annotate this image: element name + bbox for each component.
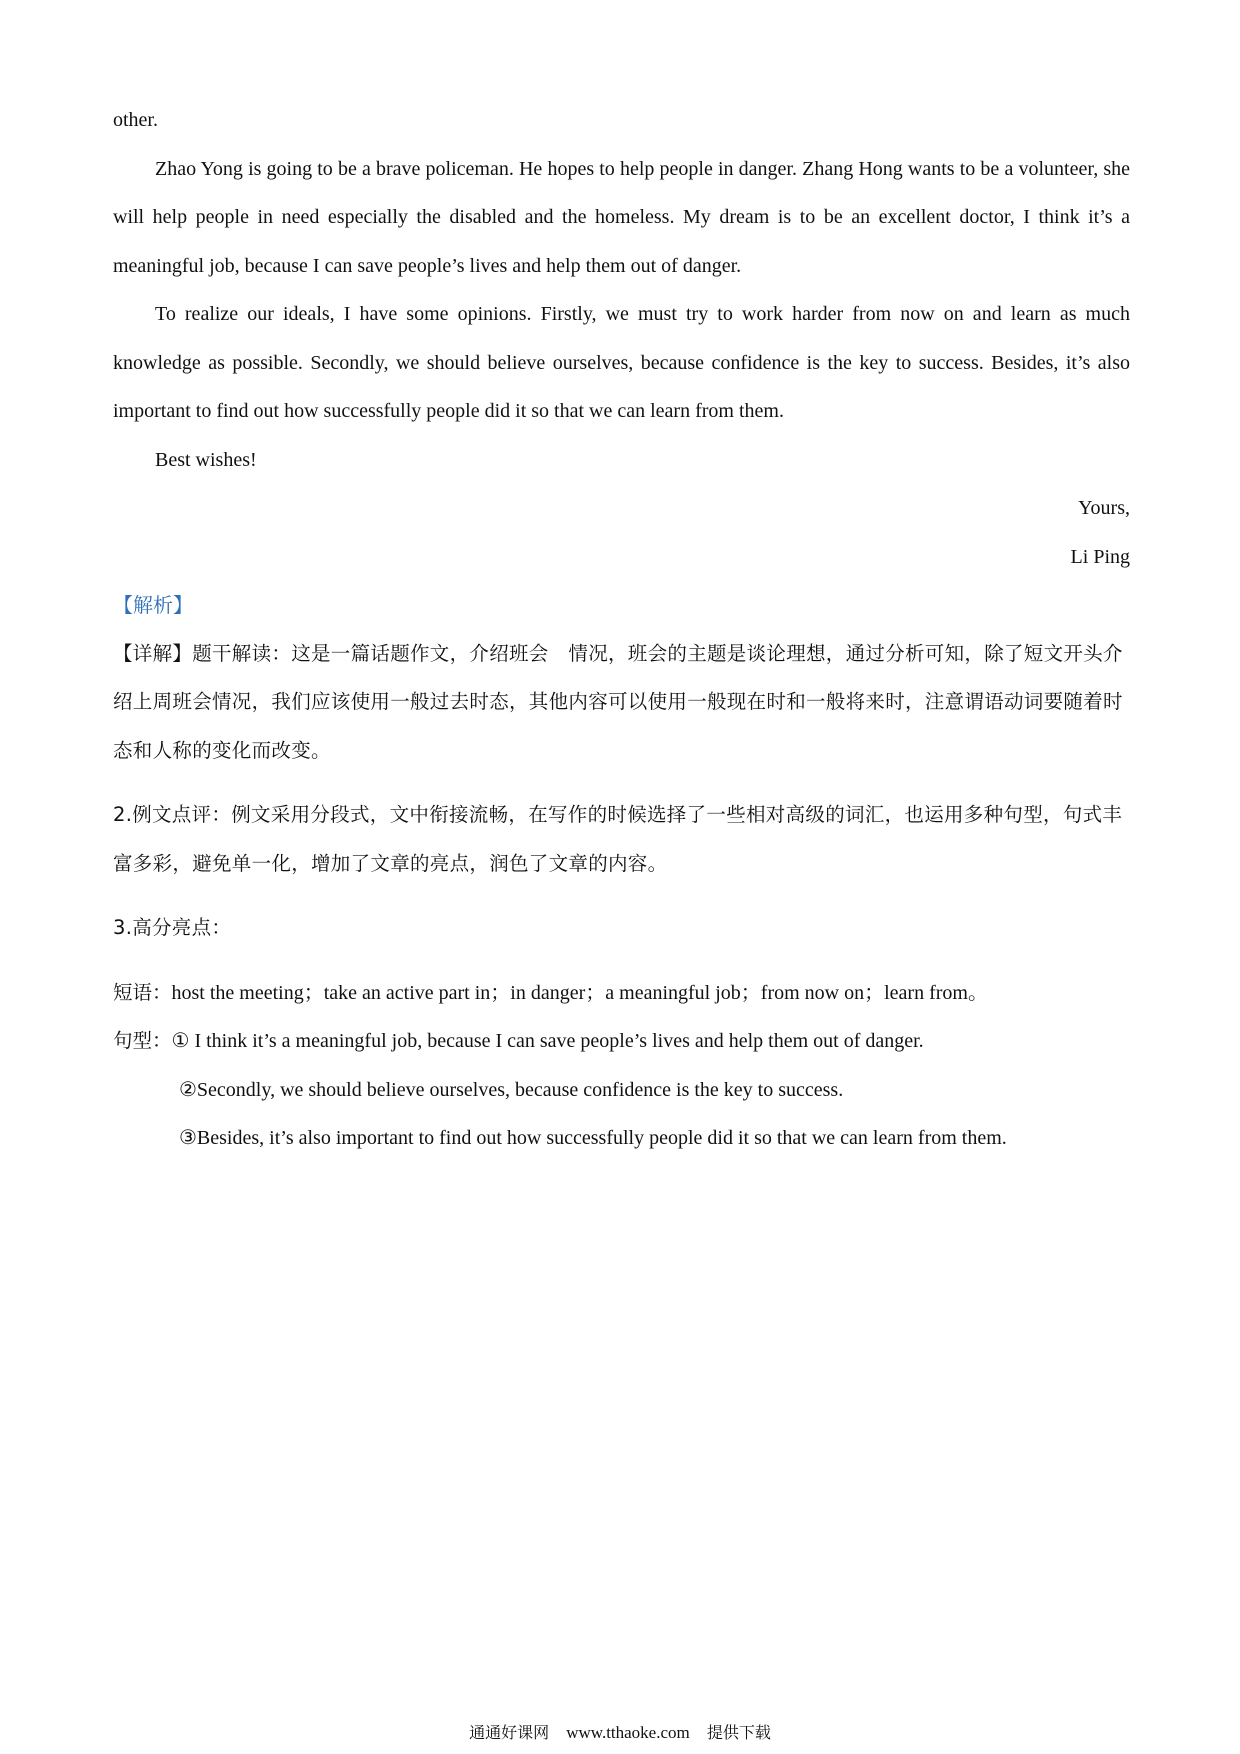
spacer	[113, 888, 1130, 904]
analysis-heading: 【解析】	[113, 593, 193, 617]
footer-tagline: 提供下载	[706, 1723, 771, 1742]
spacer	[113, 775, 1130, 791]
footer-site-name: 通通好课网	[469, 1723, 550, 1742]
page-footer	[0, 1720, 1240, 1743]
essay-sign-off: Yours,	[1078, 497, 1130, 519]
phrases-label: 短语：	[113, 980, 172, 1004]
footer-url: www.tthaoke.com	[566, 1723, 690, 1742]
sentence-1: ① I think it’s a meaningful job, because I can save people’s lives and help them out of danger.	[171, 1030, 924, 1052]
sentence-2: ②Secondly, we should believe ourselves, because confidence is the key to success.	[179, 1078, 844, 1101]
phrases-line	[113, 969, 1130, 1018]
phrases-text: host the meeting；take an active part in；in danger；a meaningful job；from now on；learn from。	[171, 981, 988, 1004]
spacer	[113, 953, 1130, 969]
sentence-line-1	[113, 1017, 1130, 1066]
essay-paragraph-dreams: Zhao Yong is going to be a brave policeman. He hopes to help people in danger. Zhang Hong wants to be a volunteer, she will help people in need especially the disabled and the homeless. My dream is to be an excellent doctor, I think it’s a meaningful job, because I can save people’s lives and help them out of danger.	[113, 157, 1130, 277]
essay-paragraph-opinions: To realize our ideals, I have some opinions. Firstly, we must try to work harder from now on and learn as much knowledge as possible. Secondly, we should believe ourselves, because confidence is the key to success. Besides, it’s also important to find out how successfully people did it so that we can learn from them.	[113, 303, 1130, 422]
sentences-label: 句型：	[113, 1029, 172, 1052]
analysis-detail: 【详解】题干解读：这是一篇话题作文，介绍班会 情况，班会的主题是谈论理想，通过分析可知，除了短文开头介绍上周班会情况，我们应该使用一般过去时态，其他内容可以使用一般现在时和一般将来时，注意谓语动词要随着时态和人称的变化而改变。	[113, 641, 1123, 762]
analysis-highlights-title: 3.高分亮点：	[113, 916, 232, 939]
essay-continued-line: other.	[113, 109, 158, 131]
document-page	[113, 96, 1130, 1163]
essay-signature: Li Ping	[1070, 545, 1130, 568]
essay-closing: Best wishes!	[155, 448, 257, 471]
sentence-3: ③Besides, it’s also important to find out how successfully people did it so that we can learn from them.	[179, 1127, 1007, 1149]
analysis-review: 2.例文点评：例文采用分段式，文中衔接流畅，在写作的时候选择了一些相对高级的词汇，也运用多种句型，句式丰富多彩，避免单一化，增加了文章的亮点，润色了文章的内容。	[113, 803, 1123, 875]
